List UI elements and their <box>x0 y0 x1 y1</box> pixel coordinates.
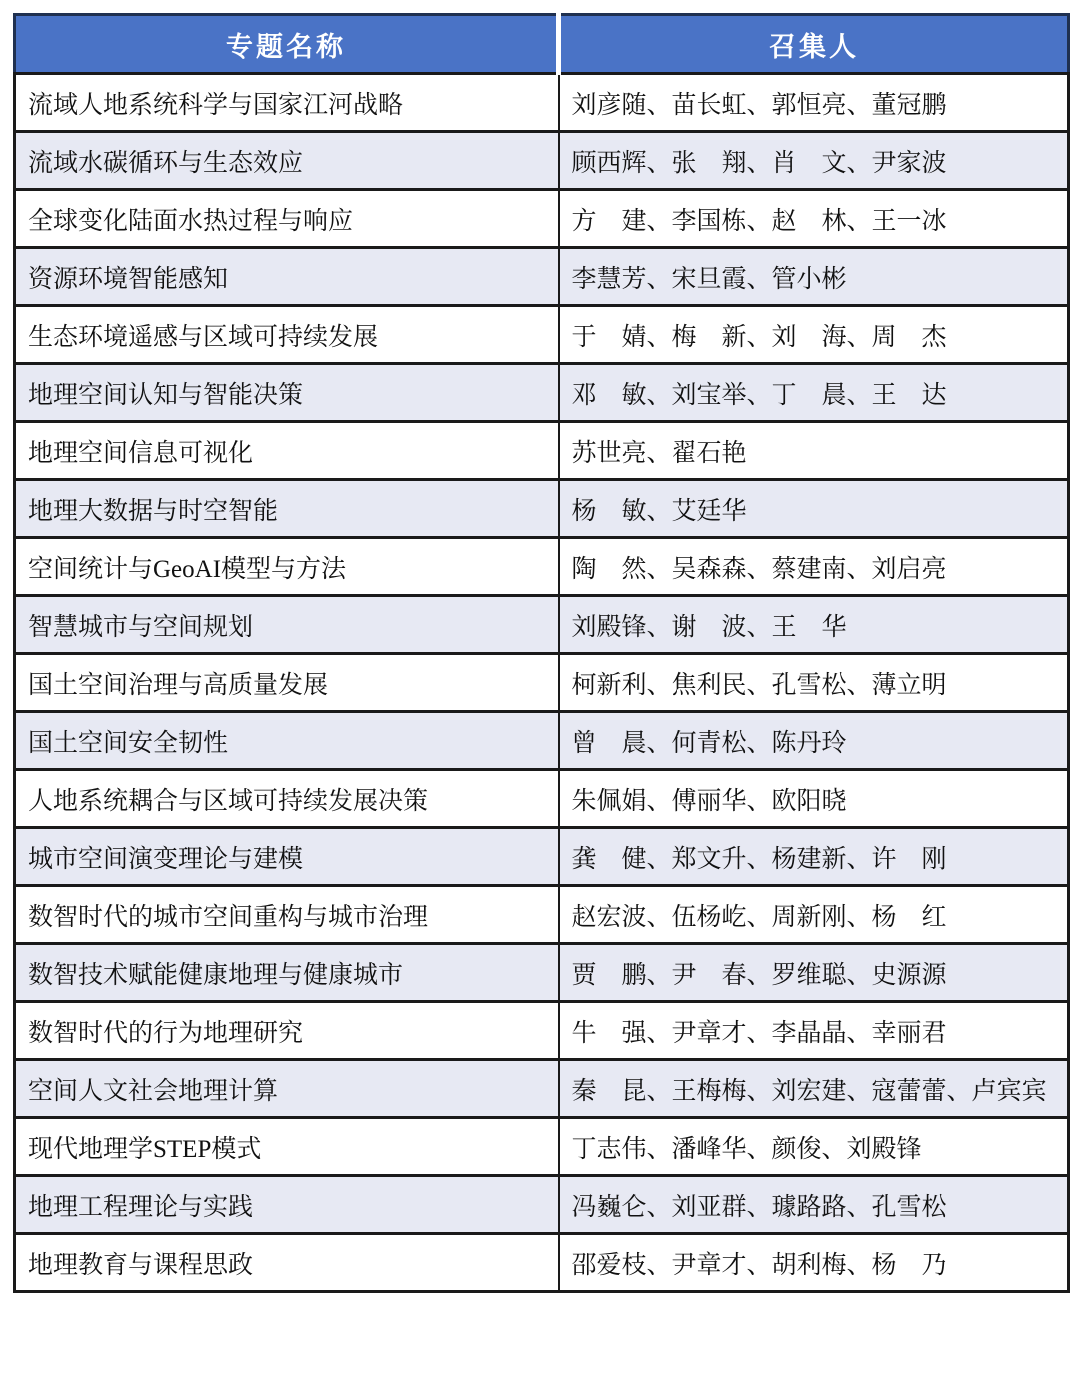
conveners-cell: 丁志伟、潘峰华、颜俊、刘殿锋 <box>559 1118 1069 1176</box>
table-row <box>15 712 1069 770</box>
topic-cell: 地理教育与课程思政 <box>15 1234 559 1292</box>
table-row <box>15 654 1069 712</box>
conveners-cell: 柯新利、焦利民、孔雪松、薄立明 <box>559 654 1069 712</box>
conveners-cell: 秦 昆、王梅梅、刘宏建、寇蕾蕾、卢宾宾 <box>559 1060 1069 1118</box>
conveners-cell: 冯巍仑、刘亚群、璩路路、孔雪松 <box>559 1176 1069 1234</box>
conveners-cell: 苏世亮、翟石艳 <box>559 422 1069 480</box>
conveners-cell: 李慧芳、宋旦霞、管小彬 <box>559 248 1069 306</box>
topic-cell: 数智时代的城市空间重构与城市治理 <box>15 886 559 944</box>
table-row <box>15 1060 1069 1118</box>
table-row <box>15 770 1069 828</box>
topic-cell: 地理空间信息可视化 <box>15 422 559 480</box>
conveners-cell: 牛 强、尹章才、李晶晶、幸丽君 <box>559 1002 1069 1060</box>
topic-cell: 地理大数据与时空智能 <box>15 480 559 538</box>
conveners-cell: 龚 健、郑文升、杨建新、许 刚 <box>559 828 1069 886</box>
table-row <box>15 1118 1069 1176</box>
topic-cell: 资源环境智能感知 <box>15 248 559 306</box>
topic-cell: 数智时代的行为地理研究 <box>15 1002 559 1060</box>
table-row <box>15 1002 1069 1060</box>
table-header <box>15 15 1069 74</box>
topic-cell: 智慧城市与空间规划 <box>15 596 559 654</box>
topic-cell: 国土空间安全韧性 <box>15 712 559 770</box>
conveners-cell: 邓 敏、刘宝举、丁 晨、王 达 <box>559 364 1069 422</box>
header-cell-topic: 专题名称 <box>15 15 559 74</box>
conveners-cell: 朱佩娟、傅丽华、欧阳晓 <box>559 770 1069 828</box>
topic-cell: 流域水碳循环与生态效应 <box>15 132 559 190</box>
conveners-cell: 于 婧、梅 新、刘 海、周 杰 <box>559 306 1069 364</box>
table-row <box>15 248 1069 306</box>
table-row <box>15 132 1069 190</box>
topic-cell: 生态环境遥感与区域可持续发展 <box>15 306 559 364</box>
table-row <box>15 538 1069 596</box>
topic-cell: 空间统计与GeoAI模型与方法 <box>15 538 559 596</box>
table-row <box>15 944 1069 1002</box>
topic-cell: 人地系统耦合与区域可持续发展决策 <box>15 770 559 828</box>
table-row <box>15 480 1069 538</box>
topics-table <box>13 13 1070 1293</box>
header-row <box>15 15 1069 74</box>
table-body <box>15 74 1069 1292</box>
topic-cell: 数智技术赋能健康地理与健康城市 <box>15 944 559 1002</box>
topic-cell: 地理工程理论与实践 <box>15 1176 559 1234</box>
topic-cell: 现代地理学STEP模式 <box>15 1118 559 1176</box>
topic-cell: 城市空间演变理论与建模 <box>15 828 559 886</box>
header-cell-conveners: 召集人 <box>559 15 1069 74</box>
table-row <box>15 306 1069 364</box>
conveners-cell: 陶 然、吴森森、蔡建南、刘启亮 <box>559 538 1069 596</box>
table-row <box>15 1176 1069 1234</box>
conveners-cell: 刘彦随、苗长虹、郭恒亮、董冠鹏 <box>559 74 1069 132</box>
conveners-cell: 邵爱枝、尹章才、胡利梅、杨 乃 <box>559 1234 1069 1292</box>
table-row <box>15 422 1069 480</box>
topic-cell: 国土空间治理与高质量发展 <box>15 654 559 712</box>
conveners-cell: 顾西辉、张 翔、肖 文、尹家波 <box>559 132 1069 190</box>
table-row <box>15 828 1069 886</box>
conveners-cell: 刘殿锋、谢 波、王 华 <box>559 596 1069 654</box>
conveners-cell: 曾 晨、何青松、陈丹玲 <box>559 712 1069 770</box>
table-row <box>15 886 1069 944</box>
table-row <box>15 364 1069 422</box>
conveners-cell: 贾 鹏、尹 春、罗维聪、史源源 <box>559 944 1069 1002</box>
table-row <box>15 596 1069 654</box>
table-row <box>15 74 1069 132</box>
topic-cell: 地理空间认知与智能决策 <box>15 364 559 422</box>
conveners-cell: 赵宏波、伍杨屹、周新刚、杨 红 <box>559 886 1069 944</box>
table-row <box>15 190 1069 248</box>
topic-cell: 空间人文社会地理计算 <box>15 1060 559 1118</box>
conveners-cell: 方 建、李国栋、赵 林、王一冰 <box>559 190 1069 248</box>
topic-cell: 流域人地系统科学与国家江河战略 <box>15 74 559 132</box>
topic-cell: 全球变化陆面水热过程与响应 <box>15 190 559 248</box>
conveners-cell: 杨 敏、艾廷华 <box>559 480 1069 538</box>
table-row <box>15 1234 1069 1292</box>
